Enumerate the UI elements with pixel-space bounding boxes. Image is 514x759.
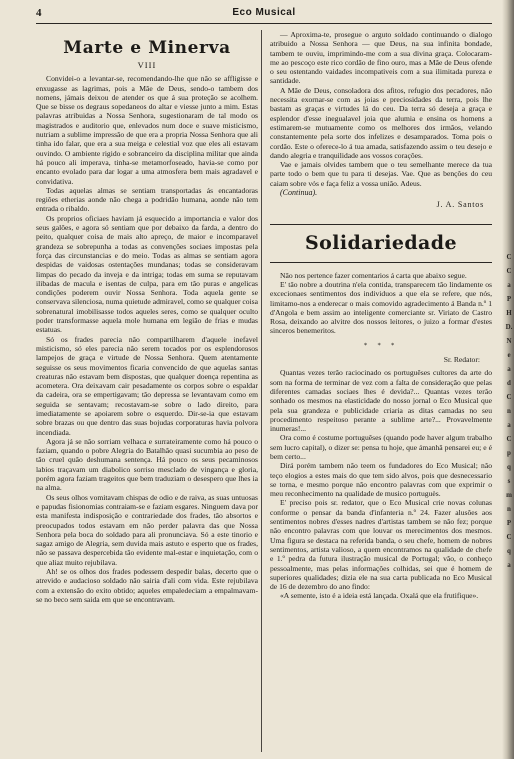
paragraph: Ora como é costume portuguêses (quando pode haver algum trabalho sem lucro capital), o dizer se: pensa tu hoje, que ámanhã pensarei eu; e é bem certo... [270, 433, 492, 461]
column-divider [261, 30, 262, 752]
edge-letter: C [506, 435, 512, 443]
edge-letter: C [506, 267, 512, 275]
edge-letter: d [507, 379, 511, 387]
paragraph: Só os frades parecia não compartilharem d'aquele inefavel misticismo, só eles parecia não serem tocados por os esplendorosos lampejos de graça e virtude de Nossa Senhora. Quem atentamente seguisse os seus movimentos ficaria convencido de que aquelas santas creaturas não estavam bem dispostas, que qualquer doença repentina as acometera. Ora deixavam cair pesadamente os corpos sobre o espaldar da cadeira, ora se empertigavam; tão depressa se levantavam como em seguida se sentavam; recostavam-se sobre o lado direito, para imediatamente se apoiarem sobre o esquerdo. Dir-se-ia que estavam sobre brazas ou que dentro das suas bojudas corporaturas havia polvora incendiada. [36, 334, 258, 437]
edge-letter: e [507, 351, 511, 359]
left-column [36, 30, 258, 604]
paragraph: E' preciso pois sr. redator, que o Eco Musical crie novas colunas conforme o pensar da banda d'infanteria n.º 24. Fazer alusões aos sentimentos nobres d'esses nadres d'artistas tambem se não fez; porque não encontro palavras com que louvar os merecimentos dos mesmos. Uma figura se destaca na referida banda, o seu chefe, homem de nobres sentimentos, artista valioso, a quem encontramos na qualidade de chefe e 1.º pedra da futura ilustração musical de Portugal; vão, o conheço pessoalmente, mas pelas informações colhidas, sei que é homem de superiores qualidades; dizia ele na sua carta publicada no Eco Musical de 16 de dezembro do ano findo: [270, 498, 492, 592]
right-column [270, 30, 492, 601]
section-ornament: ∗ ∗ ∗ [363, 341, 399, 348]
page-number: 4 [36, 7, 42, 19]
edge-letter: D. [505, 323, 513, 331]
letter-salutation: Sr. Redator: [443, 355, 480, 365]
edge-letter: C [506, 253, 512, 261]
header-rule [36, 23, 492, 24]
edge-letter: P [506, 295, 512, 303]
paragraph: Os seus olhos vomitavam chispas de odio e de raiva, as suas untuosas e papudas fisionomias contraiam-se e faziam esgares. Ninguem dava por esta manifesta indisposição e contrariedade dos frades, tão absortos e preocupados todos estavam em não perder palavra das que Nossa Senhora pela boca do soldado para ali pronunciava. Só a este tinorio e sagaz amigo de Alegria, sem duvida mais astuto e esperto que os frades, não se passava despercebida tão evidente mal-estar e inquietação, com o que aliaz muito rejubilava. [36, 492, 258, 567]
paragraph: Agora já se não sorriam velhaca e surrateiramente como há pouco o faziam, quando o pobre Alegria do Batalhão quasi sucumbia ao peso de tão cruel quão deshumana sentença. Há pouco os seus pecaminosos labios traçavam um diabolico sorriso mesclado de vingança e gloria, porém agora faziam trageitos que bem traduziam o desespero que lhes ia na alma. [36, 436, 258, 493]
edge-letter: P [506, 519, 512, 527]
paragraph: Quantas vezes terão raciocinado os portuguêses cultores da arte do som na forma de terminar de vez com a falta de consideração que pelas diferentes camadas sociaes lhes é devida?... Quantas vezes terão sonhado os mesmos na elasticidade do nosso jornal o Eco Musical que pela sua grandeza e publicidade criaria as ditas camadas no seu procedimento respeitoso perante a sublime arte?... Provavelmente inumeras!... [270, 368, 492, 434]
edge-letter: a [507, 561, 511, 569]
edge-letter: q [507, 463, 511, 471]
edge-letter: N [506, 337, 512, 345]
paragraph: Ah! se os olhos dos frades podessem despedir balas, decerto que o atrevido e audacioso soldado não sairia d'ali com vida. Este rejubilava com a extensão do exito obtido; aqueles empaledeciam a empalmavam-se no beco sem saida em que se encontravam. [36, 567, 258, 604]
edge-letter: n [507, 407, 511, 415]
continua-note: (Continua). [280, 188, 318, 198]
article-title: Marte e Minerva [63, 38, 231, 58]
edge-letter: s [507, 477, 511, 485]
section-heading-box [270, 224, 492, 263]
edge-letter: a [507, 281, 511, 289]
paragraph: A Mãe de Deus, consoladora dos afitos, refugio dos pecadores, não necessita exornar-se com as joias e preciosidades da terra, pois lhe bastam as graças e virtudes lá do ceu. Da terra só deseja a graça e esplendor d'esse inegualavel joia que alumia e ensina os homens a estimarem-se mutuamente como os melhores dos irmãos, velando constantemente pela sorte dos infelizes e desamparados. Toma pois o cordão. Este o oferece-lo á tua amada, satisfazendo assim o teu desejo e dando alegria e tranquilidade aos vossos corações. [270, 85, 492, 160]
chapter-number: VIII [137, 60, 157, 70]
edge-letter: q [507, 547, 511, 555]
paragraph: Convidei-o a levantar-se, recomendando-lhe que não se affligisse e enxugasse as lagrimas, pois a Mãe de Deus, sendo-o tambem dos nomens, jámais deixou de atender os que á sua proteção se acolhem. Que se bisse os degraus sopedaneos do altar e viesse junto a mim. Estas palavras atribuidas a Nossa Senhora, sugestionaram de tal modo os magistrados e auditorio que, enlevados num doce e suave misticismo, nutriam a sublime impressão de que era a propria Nossa Senhora que ali tinha ido falar, que era a sua meiga e celestial voz que eles ali estavam ouvindo. O ambiente rigido e sobranceiro da disciplina militar que ainda há pouco ali imperava, tinha-se metamorfoseado, havia-se como por encanto evolado para dar logar a uma atmosfera bem mais agradavel e convidativa. [36, 74, 258, 186]
edge-letter: C [506, 533, 512, 541]
paragraph: «A semente, isto é a ideia está lançada. Oxalá que ela frutifique». [280, 591, 479, 601]
edge-letter: m [506, 491, 512, 499]
section-title: Solidariedade [305, 231, 457, 254]
edge-letter: a [507, 365, 511, 373]
paragraph: Vae e jamais olvides tambem que o teu semelhante merece da tua parte todo o bem que tu para ti desejas. Vae. Que as benções do ceu caiam sobre vós e faça feliz a vossa união. Adeus. [270, 160, 492, 188]
paragraph: Todas aquelas almas se sentiam transportadas ás encantadoras regiões etherias aonde não chega a podridão humana, aonde não tem entrada o ribaldo. [36, 185, 258, 214]
paragraph: Dirá porém tambem não teem os fundadores do Eco Musical; não teço elogios a estes mais do que tem sido alvos, pois que desnecessario se torna, e mesmo porque não encontro palavras com que exprimir o meu reconhecimento na qualidade de musico portuguès. [270, 461, 492, 499]
author-signature: J. A. Santos [436, 200, 484, 210]
edge-letter: n [507, 505, 511, 513]
adjacent-page-edge-letters [504, 250, 514, 572]
page-header [36, 6, 492, 26]
paragraph: Os proprios oficiaes haviam já esquecido a importancia e valor dos seus galões, e agora só sentiam que por debaixo da farda, a dentro do peito, qualquer coisa de mais alto apreço, de maior e incomparavel grandeza se sobrepunha a todas as convenções sociaes impostas pela força das circunstancias e do meio. Todas as almas se sentiam agora despidas de vaidosas ostentações mundanas; todas se consideravam limpas do pecado da inveja e da intriga; todas em suma se reputavam ilibadas de macula e isentas de culpa, para em tão puras e angelicas condições poderem ouvir Nossa Senhora. Toda aquela gente se conservava silenciosa, numa quietude admiravel, como se qualquer coisa sobrenatural imobilisasse todos aqueles seres, como se qualquer oculto poder transformasse aquela mole humana em legião de frias e mudas estatuas. [36, 213, 258, 335]
journal-title: Eco Musical [232, 7, 296, 18]
edge-letter: H [506, 309, 512, 317]
paragraph: — Aproxima-te, prosegue o arguto soldado continuando o dialogo atribuido a Nossa Senhora — que Deus, na sua infinita bondade, tambem te ouviu, imprimindo-me com a sua divina graça. Colocaram-me ao pescoço este rico cordão de fino ouro, mas a Mãe de Deus ofende o seu ostentando vaidades incompativeis com a sua ilimitada pureza e santidade. [270, 30, 492, 86]
paragraph: Não nos pertence fazer comentarios á carta que abaixo segue. [280, 270, 467, 280]
edge-letter: a [507, 421, 511, 429]
edge-letter: p [507, 449, 511, 457]
paragraph: E' tão nobre a doutrina n'ela contida, transparecem tão lindamente os excecionaes sentimentos dos individuos a que ela se refere, que nós, limitamo-nos a enderecar o mais comovido agradecimento á Banda n.º 1 d'Angola e bem assim ao inteligente comerciante sr. Viriato de Castro Rosa, deixando ao alvitre dos nossos leitores, o juizo a formar d'estes sinceros benemeritos. [270, 279, 492, 336]
edge-letter: C [506, 393, 512, 401]
